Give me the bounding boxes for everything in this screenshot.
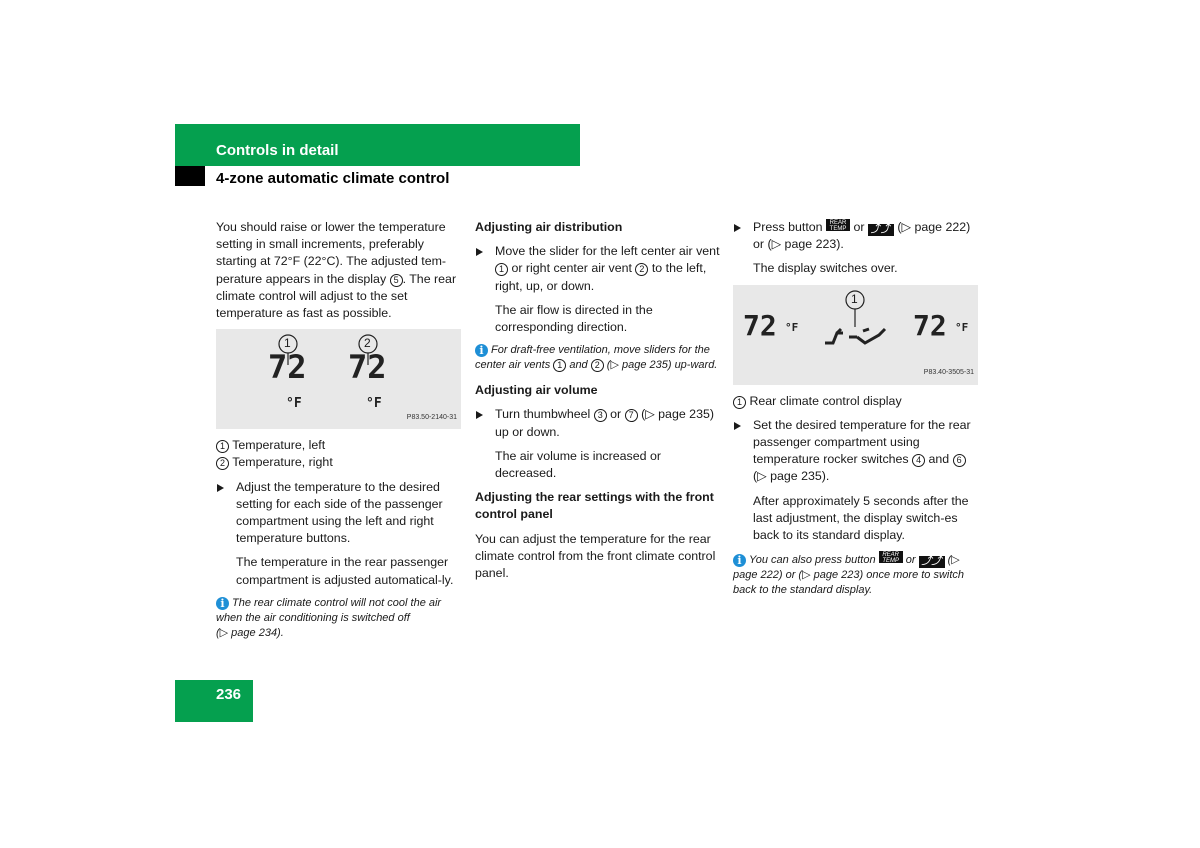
legend-1: [216, 437, 461, 454]
temp-left-unit: °F: [286, 396, 302, 412]
intro-text-a: You should raise or lower the temperature setting in small increments, preferably starting at 72°F (22°C). The adjusted tem-perature appears in the display: [216, 220, 447, 286]
rear-temp-left-value: 72: [743, 308, 777, 342]
rear-temp-right-unit: °F: [955, 320, 969, 334]
callout-3: 3: [594, 409, 607, 422]
info-icon: i: [733, 554, 746, 567]
legend-1-text: Rear climate control display: [749, 393, 902, 408]
note-text: The rear climate control will not cool the air when the air conditioning is switched off: [216, 596, 442, 624]
instruction-step: [475, 243, 720, 295]
heading-air-volume: Adjusting air volume: [475, 383, 598, 398]
step-text-c: (▷ page 235) up or down.: [495, 407, 714, 439]
legend-2: [216, 454, 461, 471]
triangle-bullet-icon: [734, 422, 741, 430]
info-note: [733, 551, 978, 598]
info-note: [216, 596, 461, 641]
rear-temp-right-value: 72: [913, 308, 947, 342]
note-text-a: You can also press button: [749, 554, 879, 567]
heading-air-distribution: Adjusting air distribution: [475, 220, 623, 234]
instruction-step: [216, 479, 461, 548]
callout-4: 4: [912, 454, 925, 467]
legend-1: [733, 393, 978, 410]
callout-1: 1: [495, 263, 508, 276]
callout-1: 1: [553, 359, 566, 372]
temp-left-value: 72: [268, 348, 307, 387]
column-3: [733, 219, 978, 607]
step-text-b: and: [925, 452, 953, 467]
intro-text-b: . The rear climate control will adjust to the set temperature as fast as possible.: [216, 271, 457, 321]
step-result: The air volume is increased or decreased.: [495, 448, 661, 481]
body-rear-settings: You can adjust the temperature for the rear climate control from the front climate control panel.: [475, 531, 716, 581]
step-result: The display switches over.: [753, 261, 898, 276]
rear-temp-button-icon: REAR TEMP: [879, 551, 903, 563]
callout-2: 2: [591, 359, 604, 372]
temp-right-unit: °F: [366, 396, 382, 412]
page-number: 236: [216, 686, 242, 703]
note-text-c: (▷ page 222) or (▷ page 223) once more to switch back to the standard display.: [733, 554, 965, 597]
callout-1: 1: [216, 440, 229, 453]
triangle-bullet-icon: [476, 248, 483, 256]
instruction-step: [733, 219, 978, 253]
note-text-b: and: [566, 359, 591, 372]
callout-7: 7: [625, 409, 638, 422]
figure-code: P83.40-3505-31: [923, 369, 974, 377]
callout-2: 2: [216, 457, 229, 470]
step-text-c: (▷ page 235).: [753, 469, 830, 484]
rear-temp-left-unit: °F: [785, 320, 799, 334]
info-icon: i: [216, 597, 229, 610]
intro-paragraph: [216, 219, 461, 322]
step-text-a: Move the slider for the left center air vent: [495, 244, 720, 259]
step-text-b: or: [850, 220, 868, 234]
page-number-box: [175, 680, 253, 722]
callout-2: 2: [635, 263, 648, 276]
step-result: The air flow is directed in the corresponding direction.: [495, 302, 653, 335]
info-icon: i: [475, 344, 488, 357]
step-text-a: Set the desired temperature for the rear passenger compartment using temperature rocker switches: [753, 417, 971, 467]
figure-code: P83.50-2140-31: [406, 414, 457, 422]
step-text-b: or: [606, 407, 625, 422]
step-text-b: or right center air vent: [508, 261, 636, 276]
instruction-step: [475, 406, 720, 440]
callout-1: 1: [733, 396, 746, 409]
step-text-c: (▷ page 222) or (▷ page 223).: [753, 220, 971, 252]
step-text: Adjust the temperature to the desired setting for each side of the passenger compartment using the left and right temperature buttons.: [236, 479, 443, 546]
step-result: The temperature in the rear passenger compartment is adjusted automatical-ly.: [236, 555, 454, 587]
note-text-c: (▷ page 235) up-ward.: [603, 359, 718, 372]
callout-2: 2: [364, 336, 371, 351]
step-text-c: to the left, right, up, or down.: [495, 261, 707, 293]
column-1: [216, 219, 461, 650]
air-distribution-button-icon: ⤴⤴: [868, 224, 894, 236]
triangle-bullet-icon: [217, 484, 224, 492]
step-text-a: Press button: [753, 220, 827, 234]
note-page-ref: (▷ page 234).: [216, 626, 284, 639]
column-2: [475, 219, 720, 589]
instruction-step: [733, 417, 978, 486]
step-result: After approximately 5 seconds after the last adjustment, the display switch-es back to its standard display.: [753, 493, 969, 543]
section-title: Controls in detail: [216, 142, 339, 159]
subheader-marker: [175, 166, 205, 186]
figure-temperature-display: [216, 329, 461, 429]
heading-rear-settings: Adjusting the rear settings with the front control panel: [475, 490, 714, 522]
callout-1: 1: [851, 291, 858, 306]
air-distribution-button-icon: ⤴⤴: [919, 556, 945, 568]
rear-temp-button-icon: REAR TEMP: [826, 219, 850, 231]
step-text-a: Turn thumbwheel: [495, 407, 594, 422]
legend-2-text: Temperature, right: [232, 455, 333, 470]
legend-1-text: Temperature, left: [232, 438, 326, 453]
callout-5: 5: [390, 274, 403, 287]
note-text-a: For draft-free ventilation, move sliders for the center air vents: [475, 344, 710, 372]
temp-right-value: 72: [348, 348, 387, 387]
triangle-bullet-icon: [476, 411, 483, 419]
page-title: 4-zone automatic climate control: [216, 170, 450, 187]
figure-rear-climate-display: [733, 285, 978, 385]
info-note: [475, 343, 720, 373]
triangle-bullet-icon: [734, 224, 741, 232]
callout-1: 1: [284, 336, 291, 351]
note-text-b: or: [902, 554, 919, 567]
callout-6: 6: [953, 454, 966, 467]
